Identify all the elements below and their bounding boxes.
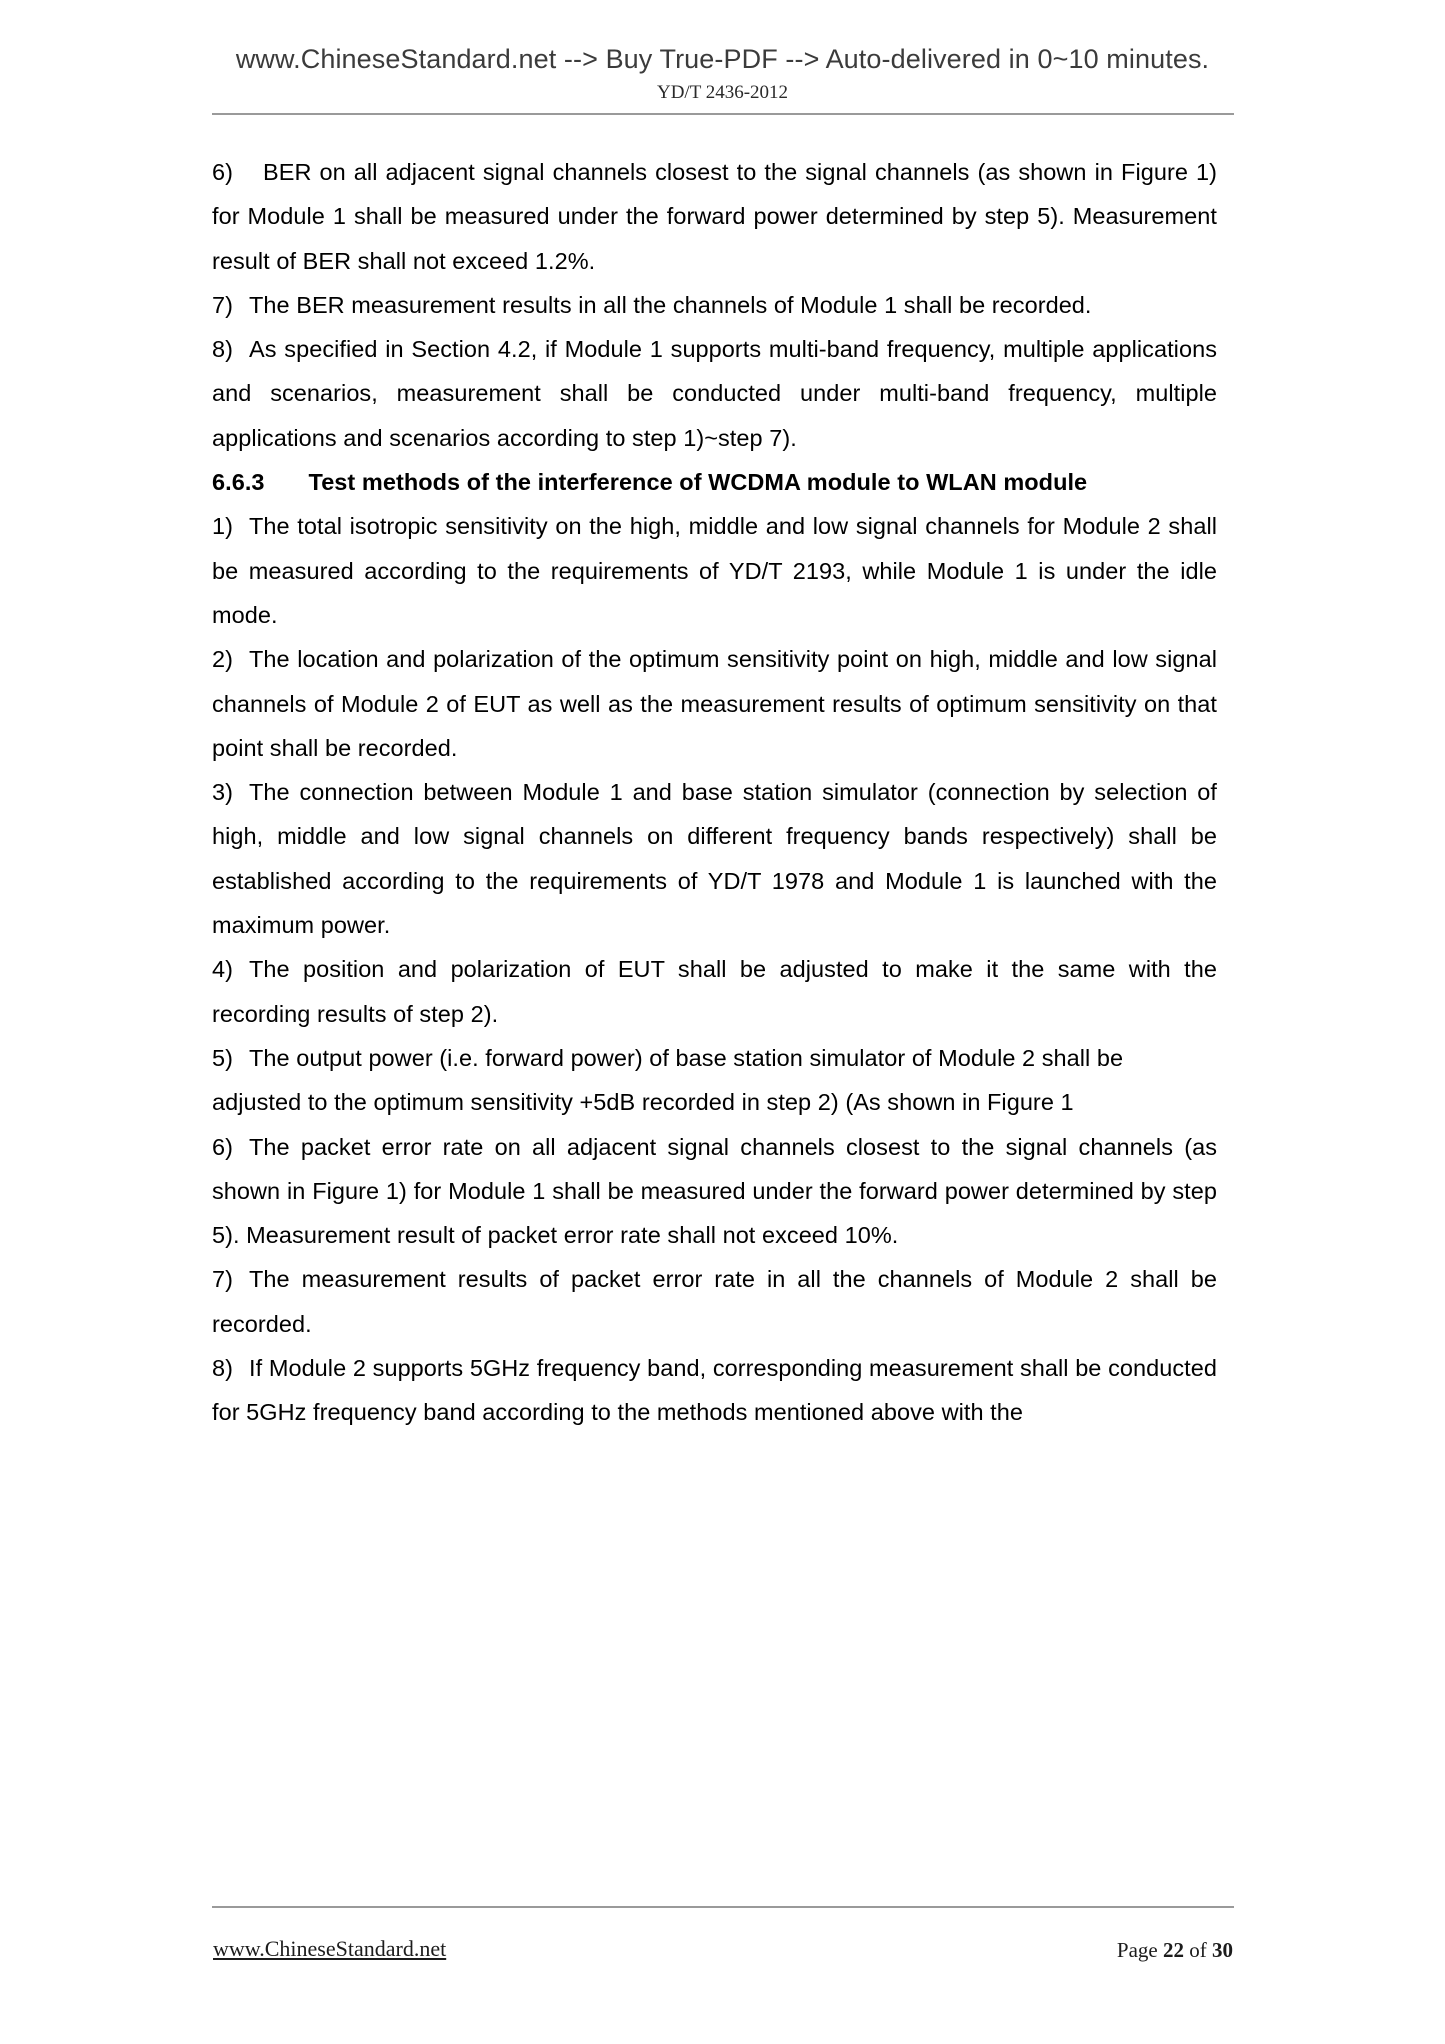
list-marker: 4) xyxy=(212,956,233,983)
list-item xyxy=(212,327,1217,460)
list-marker: 6) xyxy=(212,1133,233,1160)
list-marker: 6) xyxy=(212,159,233,185)
list-item-text: The BER measurement results in all the channels of Module 1 shall be recorded. xyxy=(249,291,1092,318)
list-item-text: The measurement results of packet error rate in all the channels of Module 2 shall be recorded. xyxy=(212,1266,1217,1337)
section-heading-title: Test methods of the interference of WCDMA module to WLAN module xyxy=(308,469,1088,496)
list-item xyxy=(212,283,1217,327)
list-item xyxy=(212,1257,1217,1346)
footer-current-page: 22 xyxy=(1163,1938,1184,1962)
footer-total-pages: 30 xyxy=(1212,1938,1233,1962)
header-promo-text: www.ChineseStandard.net --> Buy True-PDF --> Auto-delivered in 0~10 minutes. xyxy=(235,44,1210,74)
footer-site-link[interactable]: www.ChineseStandard.net xyxy=(213,1936,447,1961)
footer-divider-rule xyxy=(212,1906,1234,1908)
list-item-text: The location and polarization of the optimum sensitivity point on high, middle and low signal channels of Module 2 of EUT as well as the measurement results of optimum sensitivity on that point shall be recorded. xyxy=(212,646,1217,761)
footer-of-label: of xyxy=(1189,1938,1207,1962)
list-item xyxy=(212,1346,1217,1435)
header-standard-id: YD/T 2436-2012 xyxy=(656,82,789,103)
list-item xyxy=(212,947,1217,1036)
list-item-text: The total isotropic sensitivity on the high, middle and low signal channels for Module 2 shall be measured according to the requirements of YD/T 2193, while Module 1 is under the idle mode. xyxy=(212,513,1217,628)
section-heading-number: 6.6.3 xyxy=(212,469,265,496)
footer-page-number xyxy=(1117,1938,1233,1963)
list-marker: 8) xyxy=(212,336,233,363)
list-item xyxy=(212,1036,1217,1125)
list-item xyxy=(212,504,1217,637)
list-item-text: The connection between Module 1 and base station simulator (connection by selection of high, middle and low signal channels on different frequency bands respectively) shall be established according to the requirements of YD/T 1978 and Module 1 is launched with the maximum power. xyxy=(212,779,1217,939)
footer-page-label: Page xyxy=(1116,1938,1158,1962)
document-body xyxy=(212,150,1217,1435)
list-item xyxy=(212,1125,1217,1258)
list-marker: 8) xyxy=(212,1355,233,1382)
list-marker: 7) xyxy=(212,1266,233,1293)
section-heading xyxy=(212,460,1217,504)
list-item-text: If Module 2 supports 5GHz frequency band, corresponding measurement shall be conducted for 5GHz frequency band according to the methods mentioned above with the xyxy=(212,1355,1217,1426)
list-item-text: BER on all adjacent signal channels closest to the signal channels (as shown in Figure 1) for Module 1 shall be measured under the forward power determined by step 5). Measurement result of BER shall not exceed 1.2%. xyxy=(212,159,1217,274)
list-item-text: The position and polarization of EUT shall be adjusted to make it the same with the recording results of step 2). xyxy=(212,956,1217,1027)
list-item-text: As specified in Section 4.2, if Module 1 supports multi-band frequency, multiple applications and scenarios, measurement shall be conducted under multi-band frequency, multiple applications and scenarios according to step 1)~step 7). xyxy=(212,336,1217,451)
list-item xyxy=(212,637,1217,770)
list-marker: 1) xyxy=(212,513,233,540)
list-item-text: The packet error rate on all adjacent signal channels closest to the signal channels (as shown in Figure 1) for Module 1 shall be measured under the forward power determined by step 5). Measurement result of packet error rate shall not exceed 10%. xyxy=(212,1133,1217,1249)
list-marker: 7) xyxy=(212,291,233,318)
list-marker: 5) xyxy=(212,1044,233,1071)
list-marker: 2) xyxy=(212,646,233,673)
header-divider-rule xyxy=(212,113,1234,115)
list-item-text: The output power (i.e. forward power) of base station simulator of Module 2 shall be adjusted to the optimum sensitivity +5dB recorded in step 2) (As shown in Figure 1 xyxy=(212,1044,1124,1116)
list-marker: 3) xyxy=(212,779,233,806)
list-item xyxy=(212,150,1217,283)
list-item xyxy=(212,770,1217,947)
